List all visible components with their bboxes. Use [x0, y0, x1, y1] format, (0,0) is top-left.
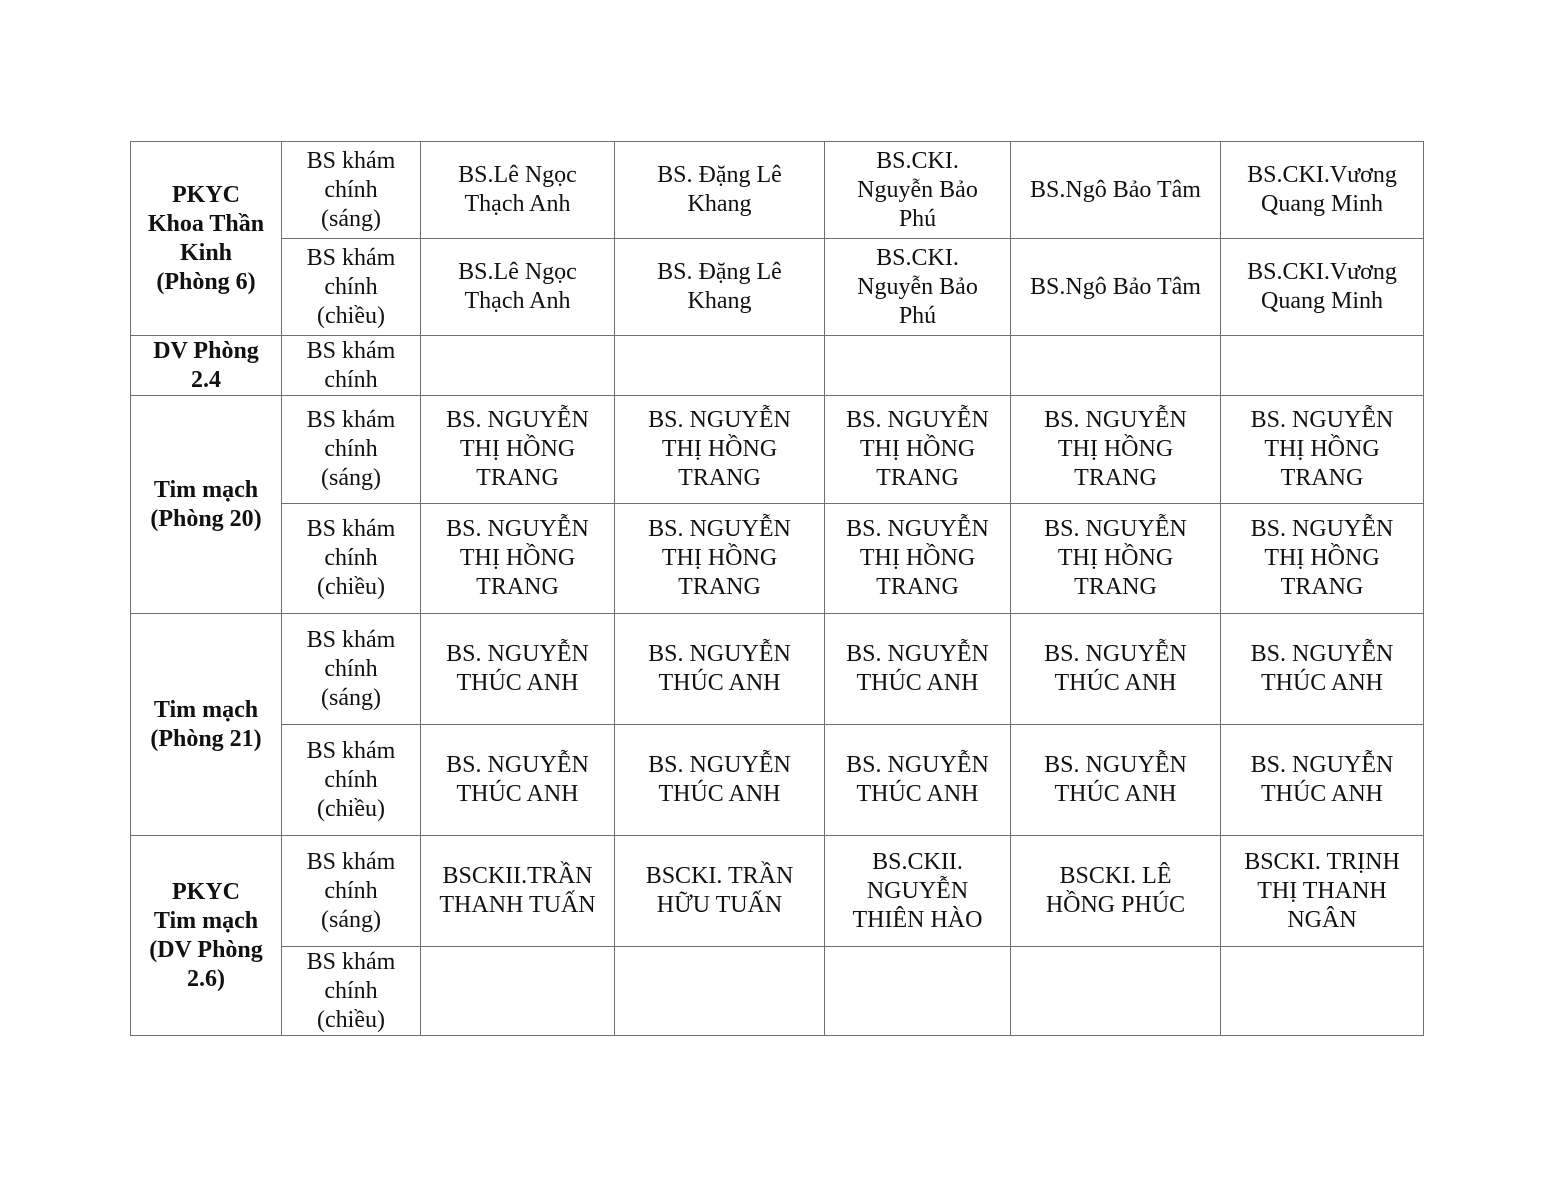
doctor-name: BS. NGUYỄN THÚC ANH [1250, 641, 1394, 696]
room-cell [131, 336, 282, 396]
doctor-cell [421, 504, 615, 614]
table-row [131, 836, 1424, 947]
doctor-name: BS.Lê Ngọc Thạch Anh [458, 259, 577, 314]
doctor-cell [825, 614, 1011, 725]
doctor-name: BSCKI. TRỊNH THỊ THANH NGÂN [1244, 848, 1400, 933]
doctor-name: BS. NGUYỄN THỊ HỒNG TRANG [446, 407, 589, 491]
doctor-cell [1221, 614, 1424, 725]
table-row [131, 725, 1424, 836]
role-label: BS khám chính (chiều) [306, 948, 396, 1033]
doctor-name: BS. NGUYỄN THỊ HỒNG TRANG [648, 407, 791, 491]
doctor-name: BS.CKII. NGUYỄN THIÊN HÀO [852, 848, 983, 933]
doctor-name: BS. NGUYỄN THỊ HỒNG TRANG [1044, 516, 1187, 600]
doctor-cell [615, 396, 825, 504]
doctor-cell [825, 396, 1011, 504]
doctor-name: BS. NGUYỄN THỊ HỒNG TRANG [1044, 407, 1187, 491]
role-cell [282, 396, 421, 504]
doctor-name: BS.Lê Ngọc Thạch Anh [458, 162, 577, 217]
doctor-cell [421, 396, 615, 504]
doctor-name: BS.Ngô Bảo Tâm [1030, 176, 1201, 203]
doctor-cell [421, 336, 615, 396]
doctor-name: BS. NGUYỄN THỊ HỒNG TRANG [1250, 407, 1394, 491]
doctor-cell [1221, 142, 1424, 239]
doctor-name: BS. NGUYỄN THỊ HỒNG TRANG [446, 516, 589, 600]
doctor-name: BSCKII.TRẦN THANH TUẤN [439, 863, 596, 918]
doctor-cell [1011, 396, 1221, 504]
role-cell [282, 239, 421, 336]
doctor-cell [615, 614, 825, 725]
room-cell [131, 836, 282, 1036]
doctor-cell [1221, 239, 1424, 336]
doctor-cell [1011, 836, 1221, 947]
doctor-name: BS. NGUYỄN THÚC ANH [446, 641, 589, 696]
doctor-cell [1221, 947, 1424, 1036]
doctor-name: BS. NGUYỄN THÚC ANH [1044, 752, 1187, 807]
doctor-name: BS. NGUYỄN THÚC ANH [846, 752, 989, 807]
doctor-cell [825, 239, 1011, 336]
doctor-cell [1011, 142, 1221, 239]
doctor-name: BS. NGUYỄN THÚC ANH [1044, 641, 1187, 696]
doctor-cell [825, 142, 1011, 239]
table-row [131, 396, 1424, 504]
doctor-cell [825, 725, 1011, 836]
doctor-name: BS.CKI. Nguyễn Bảo Phú [857, 244, 978, 329]
doctor-name: BS. NGUYỄN THỊ HỒNG TRANG [846, 516, 989, 600]
table-row [131, 142, 1424, 239]
role-cell [282, 614, 421, 725]
doctor-cell [1011, 239, 1221, 336]
doctor-cell [421, 836, 615, 947]
role-label: BS khám chính (chiều) [306, 516, 396, 600]
room-label: Tim mạch (Phòng 20) [150, 476, 262, 532]
doctor-cell [615, 725, 825, 836]
schedule-table [130, 141, 1424, 1036]
table-row [131, 504, 1424, 614]
doctor-cell [1011, 336, 1221, 396]
doctor-cell [615, 836, 825, 947]
doctor-name: BS. NGUYỄN THỊ HỒNG TRANG [1250, 516, 1394, 600]
doctor-cell [1011, 947, 1221, 1036]
doctor-name: BS. NGUYỄN THÚC ANH [846, 641, 989, 696]
doctor-cell [421, 239, 615, 336]
room-label: DV Phòng 2.4 [153, 337, 259, 393]
doctor-name: BS.CKI.Vương Quang Minh [1247, 259, 1397, 314]
doctor-name: BS. NGUYỄN THÚC ANH [1250, 752, 1394, 807]
role-label: BS khám chính (sáng) [306, 626, 396, 711]
doctor-cell [1221, 836, 1424, 947]
room-cell [131, 396, 282, 614]
doctor-name: BS.CKI.Vương Quang Minh [1247, 162, 1397, 217]
doctor-cell [1011, 614, 1221, 725]
doctor-name: BS. Đặng Lê Khang [657, 162, 782, 217]
table-row [131, 614, 1424, 725]
doctor-name: BSCKI. LÊ HỒNG PHÚC [1045, 863, 1186, 918]
role-label: BS khám chính (sáng) [306, 407, 396, 491]
room-cell [131, 614, 282, 836]
doctor-cell [421, 947, 615, 1036]
role-cell [282, 336, 421, 396]
room-label: PKYC Tim mạch (DV Phòng 2.6) [149, 878, 263, 992]
doctor-name: BS. NGUYỄN THÚC ANH [446, 752, 589, 807]
doctor-cell [825, 947, 1011, 1036]
doctor-name: BS. NGUYỄN THÚC ANH [648, 752, 791, 807]
doctor-name: BS. Đặng Lê Khang [657, 259, 782, 314]
table-row [131, 947, 1424, 1036]
doctor-cell [421, 725, 615, 836]
doctor-cell [1221, 336, 1424, 396]
doctor-cell [1011, 504, 1221, 614]
doctor-name: BS.CKI. Nguyễn Bảo Phú [857, 147, 978, 232]
doctor-cell [421, 142, 615, 239]
table-row [131, 336, 1424, 396]
role-cell [282, 947, 421, 1036]
role-label: BS khám chính (chiều) [306, 737, 396, 822]
role-cell [282, 504, 421, 614]
doctor-name: BSCKI. TRẦN HỮU TUẤN [645, 863, 794, 918]
doctor-name: BS. NGUYỄN THỊ HỒNG TRANG [846, 407, 989, 491]
doctor-cell [1221, 725, 1424, 836]
role-label: BS khám chính (sáng) [306, 848, 396, 933]
role-label: BS khám chính (sáng) [306, 147, 396, 232]
doctor-name: BS. NGUYỄN THỊ HỒNG TRANG [648, 516, 791, 600]
doctor-cell [1221, 396, 1424, 504]
doctor-cell [1221, 504, 1424, 614]
room-label: PKYC Khoa Thần Kinh (Phòng 6) [147, 181, 265, 295]
doctor-cell [825, 836, 1011, 947]
room-cell [131, 142, 282, 336]
doctor-cell [615, 947, 825, 1036]
role-cell [282, 725, 421, 836]
doctor-cell [825, 336, 1011, 396]
role-cell [282, 836, 421, 947]
doctor-cell [421, 614, 615, 725]
doctor-cell [825, 504, 1011, 614]
room-label: Tim mạch (Phòng 21) [150, 696, 262, 752]
doctor-name: BS.Ngô Bảo Tâm [1030, 273, 1201, 300]
doctor-cell [615, 504, 825, 614]
doctor-cell [615, 142, 825, 239]
table-row [131, 239, 1424, 336]
role-cell [282, 142, 421, 239]
doctor-name: BS. NGUYỄN THÚC ANH [648, 641, 791, 696]
role-label: BS khám chính (chiều) [306, 244, 396, 329]
role-label: BS khám chính [306, 337, 396, 393]
doctor-cell [615, 336, 825, 396]
doctor-cell [1011, 725, 1221, 836]
doctor-cell [615, 239, 825, 336]
